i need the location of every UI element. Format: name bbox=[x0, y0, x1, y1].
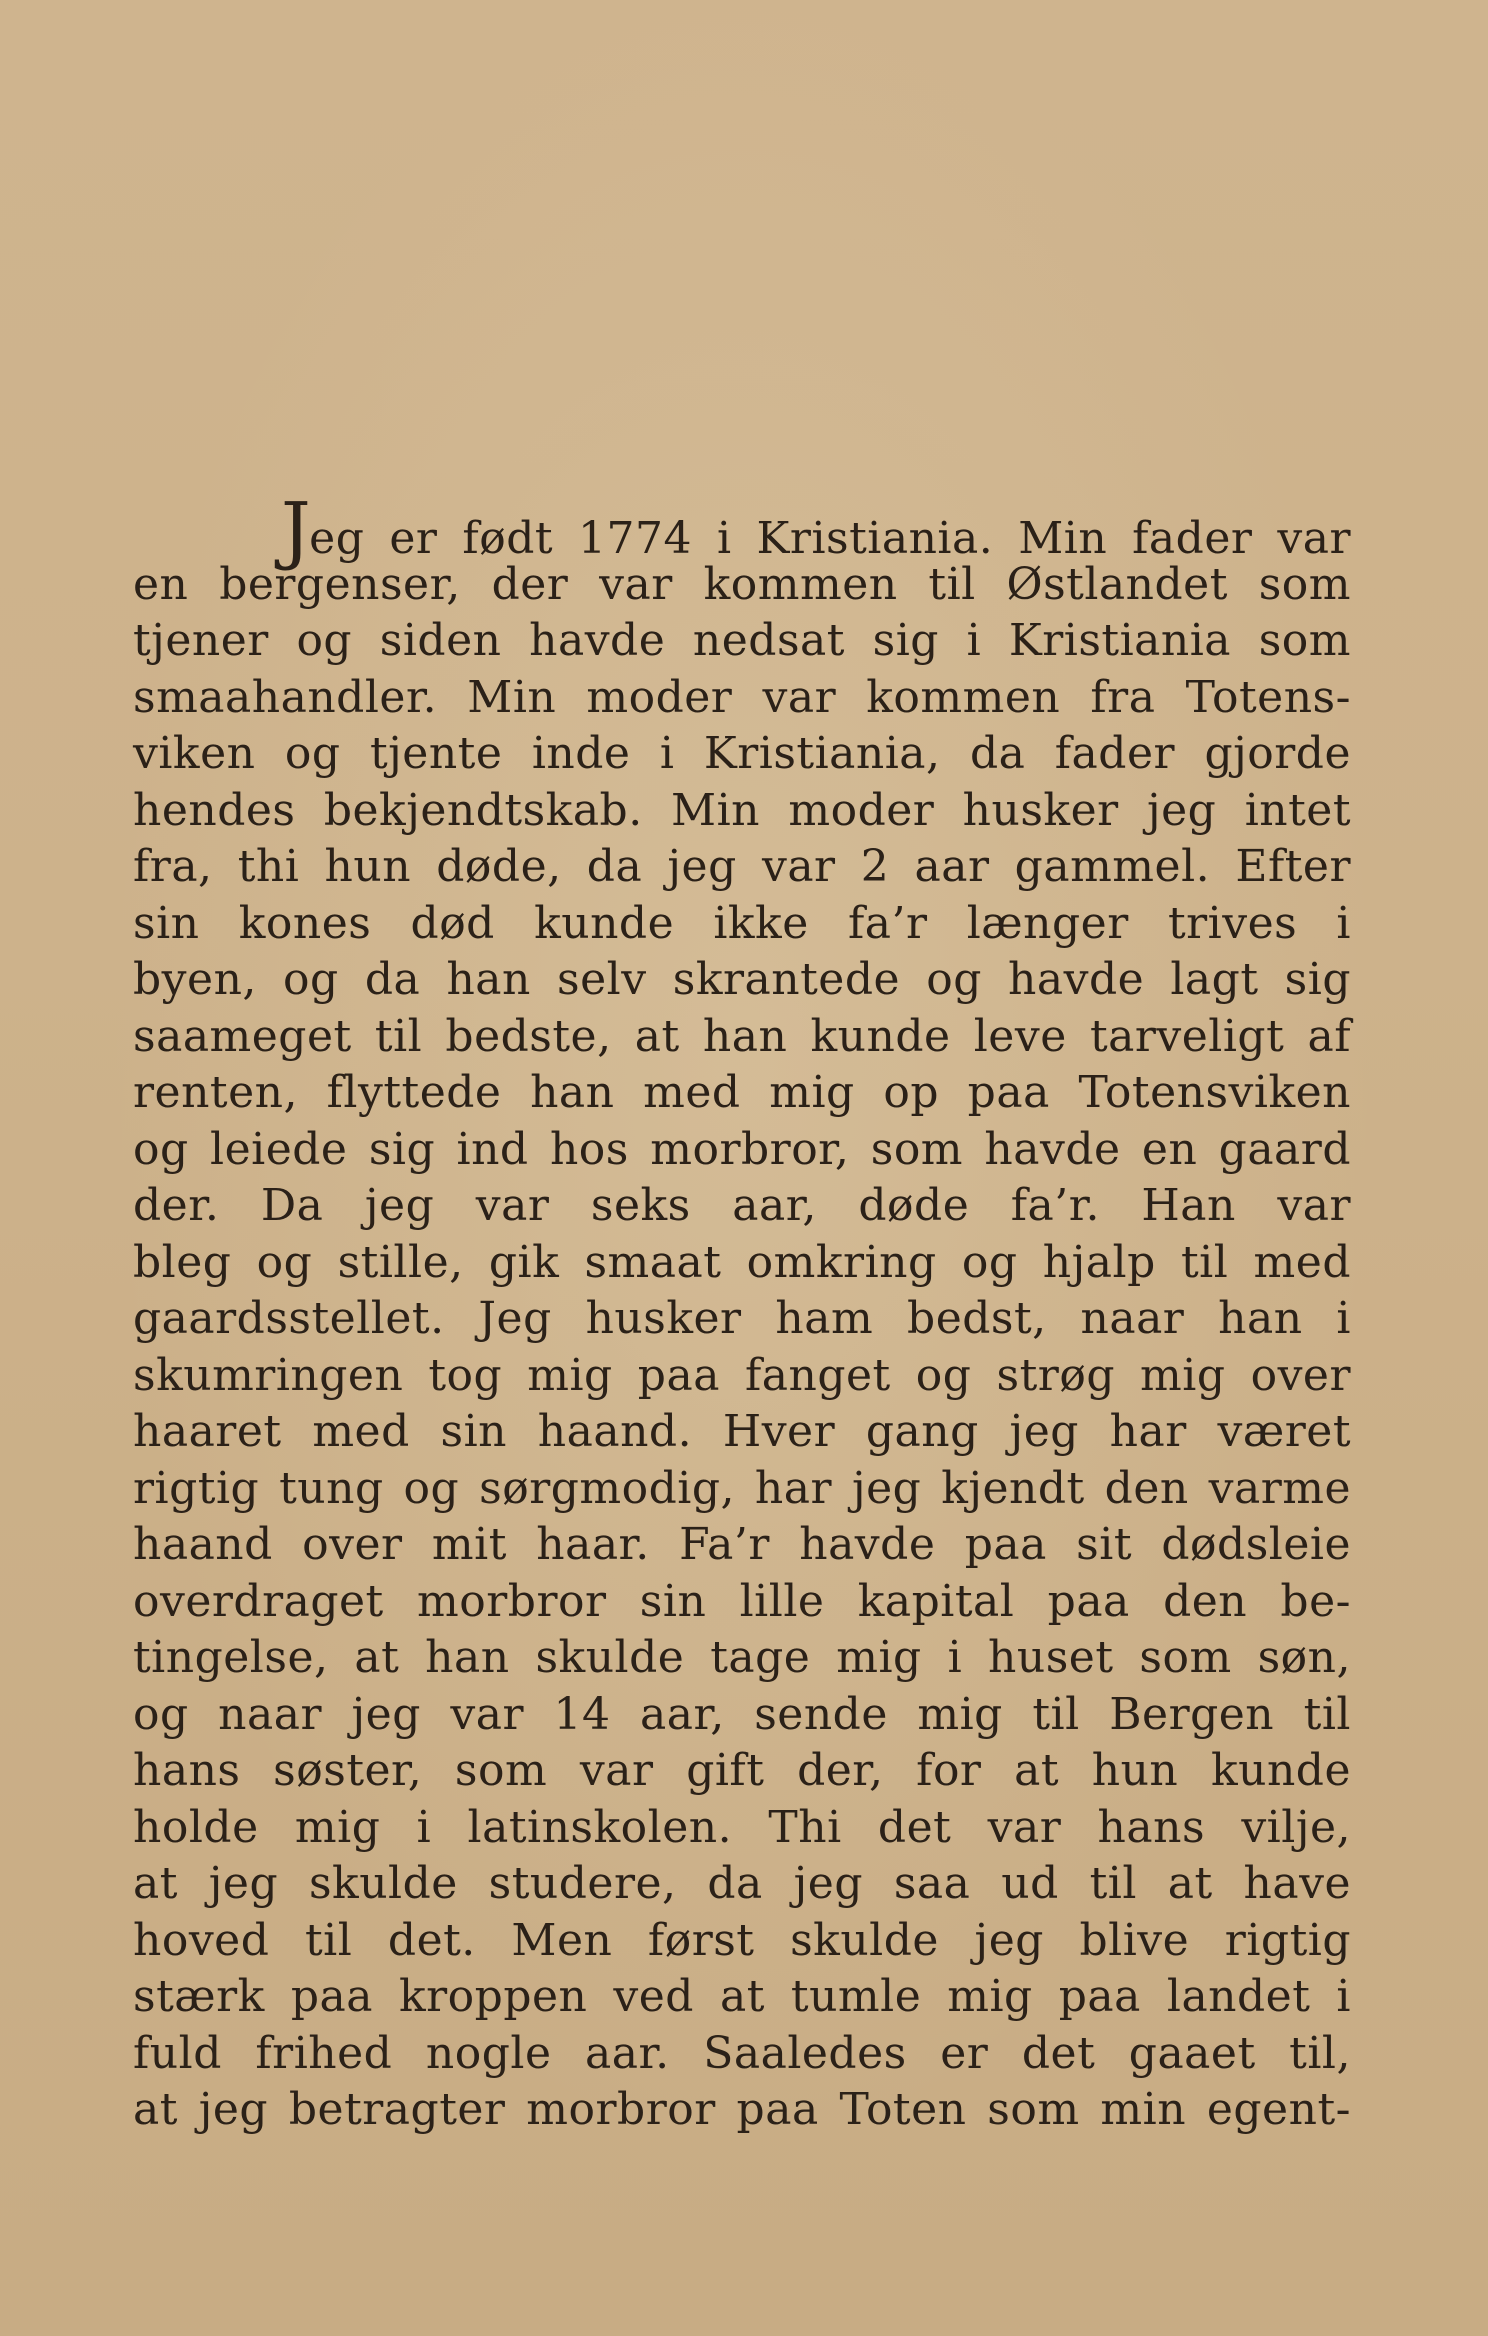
text-line-3: tjener og siden havde nedsat sig i Kristiania som bbox=[133, 615, 1351, 666]
text-line-24: holde mig i latinskolen. Thi det var hans vilje, bbox=[133, 1801, 1351, 1853]
text-line-10: saameget til bedste, at han kunde leve tarveligt af bbox=[133, 1010, 1351, 1062]
body-paragraph bbox=[133, 487, 1351, 2139]
text-line-7: fra, thi hun døde, da jeg var 2 aar gammel. Efter bbox=[133, 841, 1351, 892]
text-line-25: at jeg skulde studere, da jeg saa ud til at have bbox=[133, 1858, 1351, 1909]
text-line-27: stærk paa kroppen ved at tumle mig paa landet i bbox=[133, 1971, 1351, 2022]
text-line-22: og naar jeg var 14 aar, sende mig til Bergen til bbox=[133, 1688, 1351, 1740]
text-line-9: byen, og da han selv skrantede og havde lagt sig bbox=[133, 954, 1351, 1005]
text-line-19: haand over mit haar. Fa’r havde paa sit dødsleie bbox=[133, 1519, 1351, 1570]
text-line-17: haaret med sin haand. Hver gang jeg har været bbox=[133, 1406, 1351, 1457]
text-line-5: viken og tjente inde i Kristiania, da fader gjorde bbox=[133, 728, 1351, 779]
text-line-21: tingelse, at han skulde tage mig i huset som søn, bbox=[133, 1632, 1351, 1683]
drop-initial: J bbox=[281, 487, 312, 573]
text-line-8: sin kones død kunde ikke fa’r længer trives i bbox=[133, 897, 1351, 949]
first-line-text: eg er født 1774 i Kristiania. Min fader var bbox=[309, 513, 1351, 564]
text-line-1 bbox=[133, 487, 1351, 573]
text-line-14: bleg og stille, gik smaat omkring og hjalp til med bbox=[133, 1236, 1351, 1288]
text-line-6: hendes bekjendtskab. Min moder husker jeg intet bbox=[133, 784, 1351, 836]
text-line-13: der. Da jeg var seks aar, døde fa’r. Han var bbox=[133, 1180, 1351, 1231]
text-line-15: gaardsstellet. Jeg husker ham bedst, naar han i bbox=[133, 1293, 1351, 1344]
text-line-11: renten, flyttede han med mig op paa Totensviken bbox=[133, 1067, 1351, 1118]
text-line-29: at jeg betragter morbror paa Toten som min egent- bbox=[133, 2084, 1351, 2135]
text-line-20: overdraget morbror sin lille kapital paa den be- bbox=[133, 1575, 1351, 1627]
text-line-12: og leiede sig ind hos morbror, som havde en gaard bbox=[133, 1123, 1351, 1175]
text-line-16: skumringen tog mig paa fanget og strøg mig over bbox=[133, 1349, 1351, 1401]
text-line-26: hoved til det. Men først skulde jeg blive rigtig bbox=[133, 1914, 1351, 1966]
text-line-23: hans søster, som var gift der, for at hun kunde bbox=[133, 1745, 1351, 1796]
text-line-18: rigtig tung og sørgmodig, har jeg kjendt den varme bbox=[133, 1462, 1351, 1514]
text-line-4: smaahandler. Min moder var kommen fra Totens- bbox=[133, 671, 1351, 723]
text-line-2: en bergenser, der var kommen til Østlandet som bbox=[133, 558, 1351, 610]
text-line-28: fuld frihed nogle aar. Saaledes er det gaaet til, bbox=[133, 2027, 1351, 2079]
